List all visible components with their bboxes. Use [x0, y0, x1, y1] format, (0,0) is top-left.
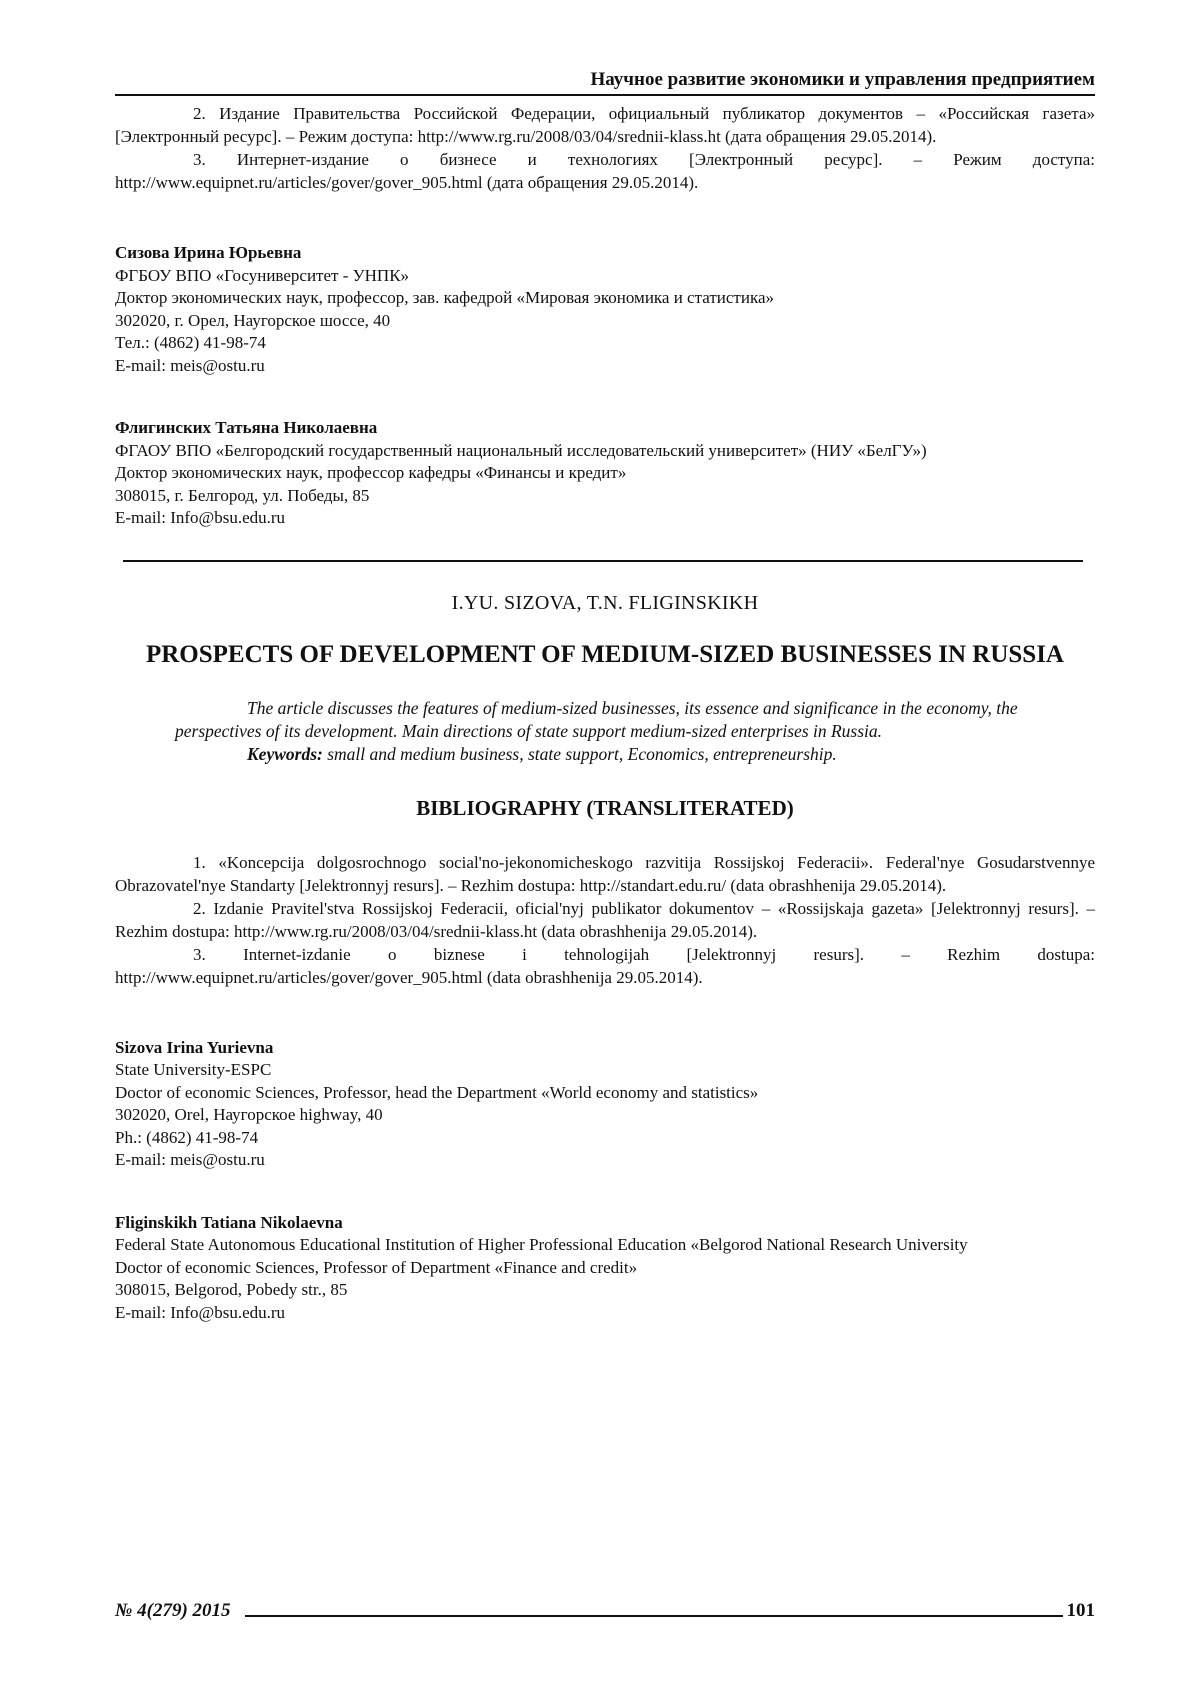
- english-abstract: [175, 697, 1035, 766]
- bibliography-heading: BIBLIOGRAPHY (TRANSLITERATED): [416, 795, 794, 820]
- author-affiliation: ФГБОУ ВПО «Госуниверситет - УНПК»: [115, 265, 410, 285]
- section-divider: [123, 560, 1083, 562]
- author-email: E-mail: Info@bsu.edu.ru: [115, 1302, 286, 1322]
- author-address: 302020, Orel, Наугорское highway, 40: [115, 1105, 383, 1124]
- keywords-label: Keywords:: [247, 743, 323, 764]
- author-address: 308015, Belgorod, Pobedy str., 85: [115, 1280, 348, 1299]
- author-position: Доктор экономических наук, профессор кафедры «Финансы и кредит»: [115, 463, 627, 482]
- author-affiliation: ФГАОУ ВПО «Белгородский государственный национальный исследовательский университет» (НИУ «БелГУ»): [115, 440, 927, 460]
- english-authors-line: I.YU. SIZOVA, T.N. FLIGINSKIKH: [451, 591, 759, 614]
- author-name: Fliginskikh Tatiana Nikolaevna: [115, 1212, 343, 1232]
- author-position: Doctor of economic Sciences, Professor, head the Department «World economy and statistics»: [115, 1082, 759, 1102]
- english-article-title: PROSPECTS OF DEVELOPMENT OF MEDIUM-SIZED BUSINESSES IN RUSSIA: [145, 640, 1064, 668]
- author-email: E-mail: meis@ostu.ru: [115, 1150, 265, 1169]
- author-email: E-mail: Info@bsu.edu.ru: [115, 508, 286, 527]
- ru-reference-3: 3. Интернет-издание о бизнесе и технологиях [Электронный ресурс]. – Режим доступа: http://www.equipnet.ru/articles/gover/gover_905.html (дата обращения 29.05.2014).: [115, 150, 1095, 192]
- abstract-text: The article discusses the features of medium-sized businesses, its essence and significance in the economy, the perspectives of its development. Main directions of state support medium-sized enterprises in Russia.: [175, 697, 1018, 741]
- page-footer: [115, 1600, 1095, 1622]
- author-affiliation: Federal State Autonomous Educational Institution of Higher Professional Education «Belgorod National Research University: [115, 1235, 968, 1254]
- en-references: [115, 851, 1095, 989]
- en-author-fliginskikh: [115, 1212, 1095, 1325]
- en-reference-2: 2. Izdanie Pravitel'stva Rossijskoj Federacii, oficial'nyj publikator dokumentov – «Rossijskaja gazeta» [Jelektronnyj resurs]. – Rezhim dostupa: http://www.rg.ru/2008/03/04/srednii-klass.ht (data obrashhenija 29.05.2014).: [115, 898, 1095, 941]
- footer-rule: [245, 1615, 1063, 1617]
- ru-author-fliginskikh: [115, 417, 1095, 530]
- en-reference-1: 1. «Koncepcija dolgosrochnogo social'no-jekonomicheskogo razvitija Rossijskoj Federacii». Federal'nye Gosudarstvennye Obrazovatel'nye Standarty [Jelektronnyj resurs]. – Rezhim dostupa: http://standart.edu.ru/ (data obrashhenija 29.05.2014).: [115, 852, 1095, 895]
- author-name: Флигинских Татьяна Николаевна: [115, 418, 378, 437]
- keywords-text: small and medium business, state support, Economics, entrepreneurship.: [327, 743, 837, 764]
- author-position: Доктор экономических наук, профессор, зав. кафедрой «Мировая экономика и статистика»: [115, 288, 774, 307]
- author-address: 308015, г. Белгород, ул. Победы, 85: [115, 485, 370, 505]
- en-reference-3: 3. Internet-izdanie o biznese i tehnologijah [Jelektronnyj resurs]. – Rezhim dostupa: http://www.equipnet.ru/articles/gover/gover_905.html (data obrashhenija 29.05.2014).: [115, 944, 1095, 987]
- author-name: Sizova Irina Yurievna: [115, 1037, 274, 1057]
- en-author-sizova: [115, 1037, 1095, 1172]
- author-position: Doctor of economic Sciences, Professor of Department «Finance and credit»: [115, 1257, 638, 1277]
- page-number: 101: [1066, 1600, 1095, 1621]
- author-phone: Тел.: (4862) 41-98-74: [115, 333, 266, 352]
- ru-references: [115, 102, 1095, 194]
- author-affiliation: State University-ESPC: [115, 1060, 272, 1079]
- ru-reference-2: 2. Издание Правительства Российской Федерации, официальный публикатор документов – «Российская газета» [Электронный ресурс]. – Режим доступа: http://www.rg.ru/2008/03/04/srednii-klass.ht (дата обращения 29.05.2014).: [115, 104, 1095, 146]
- ru-author-sizova: [115, 242, 1095, 377]
- author-name: Сизова Ирина Юрьевна: [115, 243, 302, 262]
- author-address: 302020, г. Орел, Наугорское шоссе, 40: [115, 310, 391, 330]
- issue-number: № 4(279) 2015: [115, 1600, 231, 1621]
- running-header: Научное развитие экономики и управления предприятием: [115, 68, 1095, 96]
- keywords-line: [175, 743, 1035, 766]
- author-email: E-mail: meis@ostu.ru: [115, 355, 265, 375]
- page-content: [115, 68, 1095, 1324]
- author-phone: Ph.: (4862) 41-98-74: [115, 1127, 259, 1147]
